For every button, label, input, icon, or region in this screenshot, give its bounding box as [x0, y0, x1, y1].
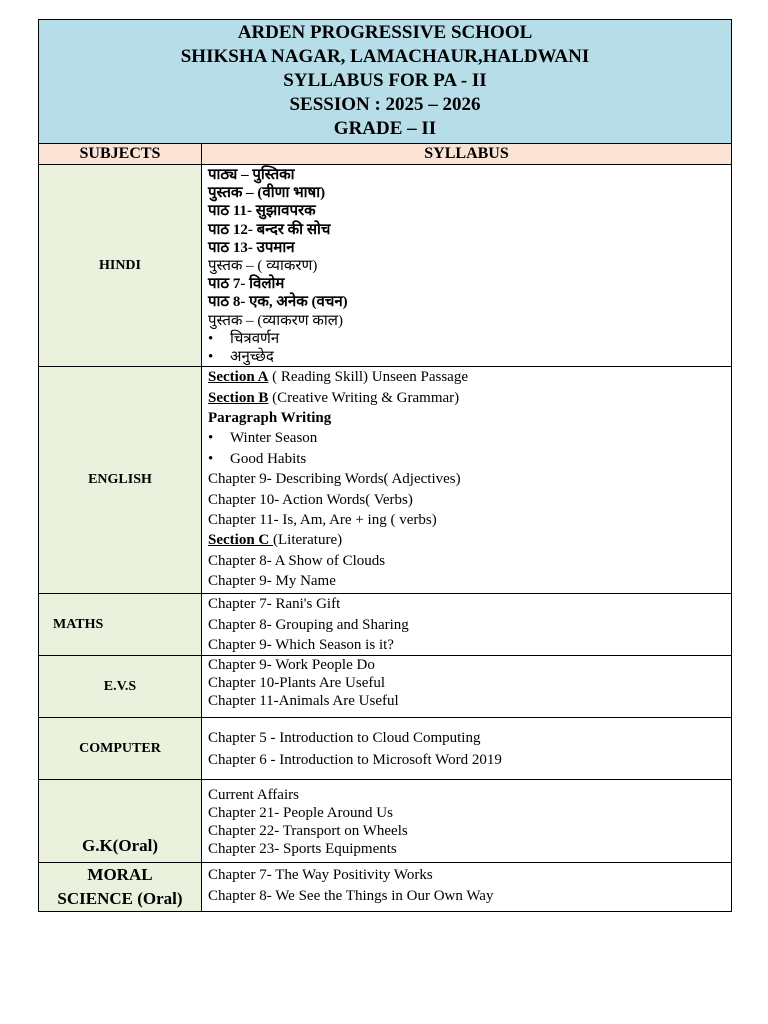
evs-chapter: Chapter 11-Animals Are Useful: [208, 693, 399, 710]
evs-chapter: Chapter 10-Plants Are Useful: [208, 675, 386, 692]
table-row: [39, 780, 732, 863]
session: SESSION : 2025 – 2026: [289, 94, 481, 115]
moral-subject-line: MORAL: [87, 865, 153, 885]
syllabus-table: [38, 19, 732, 912]
english-chapter: Chapter 11- Is, Am, Are + ing ( verbs): [208, 512, 437, 529]
syllabus-english: [202, 367, 732, 594]
table-row: [39, 718, 732, 780]
table-row: [39, 863, 732, 912]
section-b-label: Section B: [208, 389, 269, 406]
column-header-syllabus: SYLLABUS: [202, 144, 732, 165]
column-header-row: [39, 144, 732, 165]
english-bullet: • Winter Season: [208, 428, 725, 448]
subject-evs: E.V.S: [39, 656, 202, 718]
english-chapter: Chapter 9- My Name: [208, 573, 336, 590]
section-c-text: (Literature): [273, 532, 343, 549]
section-a-label: Section A: [208, 369, 269, 386]
subject-maths: MATHS: [39, 594, 202, 656]
grade: GRADE – II: [333, 118, 437, 139]
english-bullet: • Good Habits: [208, 449, 725, 469]
english-chapter: Chapter 8- A Show of Clouds: [208, 552, 386, 569]
subject-moral-science: [39, 863, 202, 912]
english-section-a: [208, 367, 725, 387]
hindi-line: पाठ 7- विलोम: [208, 276, 285, 293]
hindi-line: पाठ 12- बन्दर की सोच: [208, 221, 331, 238]
moral-chapter: Chapter 8- We See the Things in Our Own Way: [208, 887, 494, 904]
english-chapter: Chapter 9- Describing Words( Adjectives): [208, 471, 461, 488]
maths-chapter: Chapter 8- Grouping and Sharing: [208, 616, 409, 633]
hindi-bullet: • चित्रवर्णन: [208, 330, 725, 348]
computer-chapter: Chapter 5 - Introduction to Cloud Computing: [208, 729, 481, 746]
subject-hindi: HINDI: [39, 165, 202, 367]
table-row: [39, 656, 732, 718]
moral-chapter: Chapter 7- The Way Positivity Works: [208, 867, 433, 884]
subject-gk: G.K(Oral): [39, 780, 202, 863]
moral-subject-line: SCIENCE (Oral): [57, 889, 183, 909]
gk-line: Chapter 21- People Around Us: [208, 805, 393, 822]
gk-line: Current Affairs: [208, 787, 299, 804]
section-a-text: ( Reading Skill) Unseen Passage: [268, 369, 468, 386]
column-header-subjects: SUBJECTS: [39, 144, 202, 165]
hindi-line: पुस्तक – ( व्याकरण): [208, 258, 318, 275]
hindi-bullet: • अनुच्छेद: [208, 348, 725, 366]
maths-chapter: Chapter 9- Which Season is it?: [208, 637, 394, 654]
english-section-c: [208, 530, 725, 550]
school-address: SHIKSHA NAGAR, LAMACHAUR,HALDWANI: [180, 46, 590, 67]
syllabus-computer: [202, 718, 732, 780]
syllabus-moral-science: [202, 863, 732, 912]
syllabus-evs: [202, 656, 732, 718]
hindi-line: पाठ्य – पुस्तिका: [208, 167, 295, 183]
hindi-line: पाठ 13- उपमान: [208, 239, 295, 256]
gk-line: Chapter 22- Transport on Wheels: [208, 823, 408, 840]
subject-english: ENGLISH: [39, 367, 202, 594]
maths-chapter: Chapter 7- Rani's Gift: [208, 596, 341, 613]
syllabus-gk: [202, 780, 732, 863]
header-cell: [39, 20, 732, 144]
paragraph-writing-heading: Paragraph Writing: [208, 410, 332, 427]
table-row: [39, 367, 732, 594]
table-row: [39, 165, 732, 367]
english-section-b: [208, 388, 725, 408]
school-name: ARDEN PROGRESSIVE SCHOOL: [237, 22, 533, 43]
subject-computer: COMPUTER: [39, 718, 202, 780]
english-chapter: Chapter 10- Action Words( Verbs): [208, 491, 413, 508]
hindi-line: पुस्तक – (व्याकरण काल): [208, 312, 343, 329]
computer-chapter: Chapter 6 - Introduction to Microsoft Word 2019: [208, 751, 502, 768]
hindi-line: पुस्तक – (वीणा भाषा): [208, 185, 326, 202]
document-title: SYLLABUS FOR PA - II: [283, 70, 487, 91]
evs-chapter: Chapter 9- Work People Do: [208, 657, 375, 674]
syllabus-hindi: [202, 165, 732, 367]
section-c-label: Section C: [208, 532, 273, 549]
syllabus-maths: [202, 594, 732, 656]
hindi-line: पाठ 11- सुझावपरक: [208, 203, 316, 220]
gk-line: Chapter 23- Sports Equipments: [208, 841, 397, 858]
section-b-text: (Creative Writing & Grammar): [268, 389, 460, 406]
table-row: [39, 594, 732, 656]
header-row: [39, 20, 732, 144]
hindi-line: पाठ 8- एक, अनेक (वचन): [208, 294, 348, 311]
